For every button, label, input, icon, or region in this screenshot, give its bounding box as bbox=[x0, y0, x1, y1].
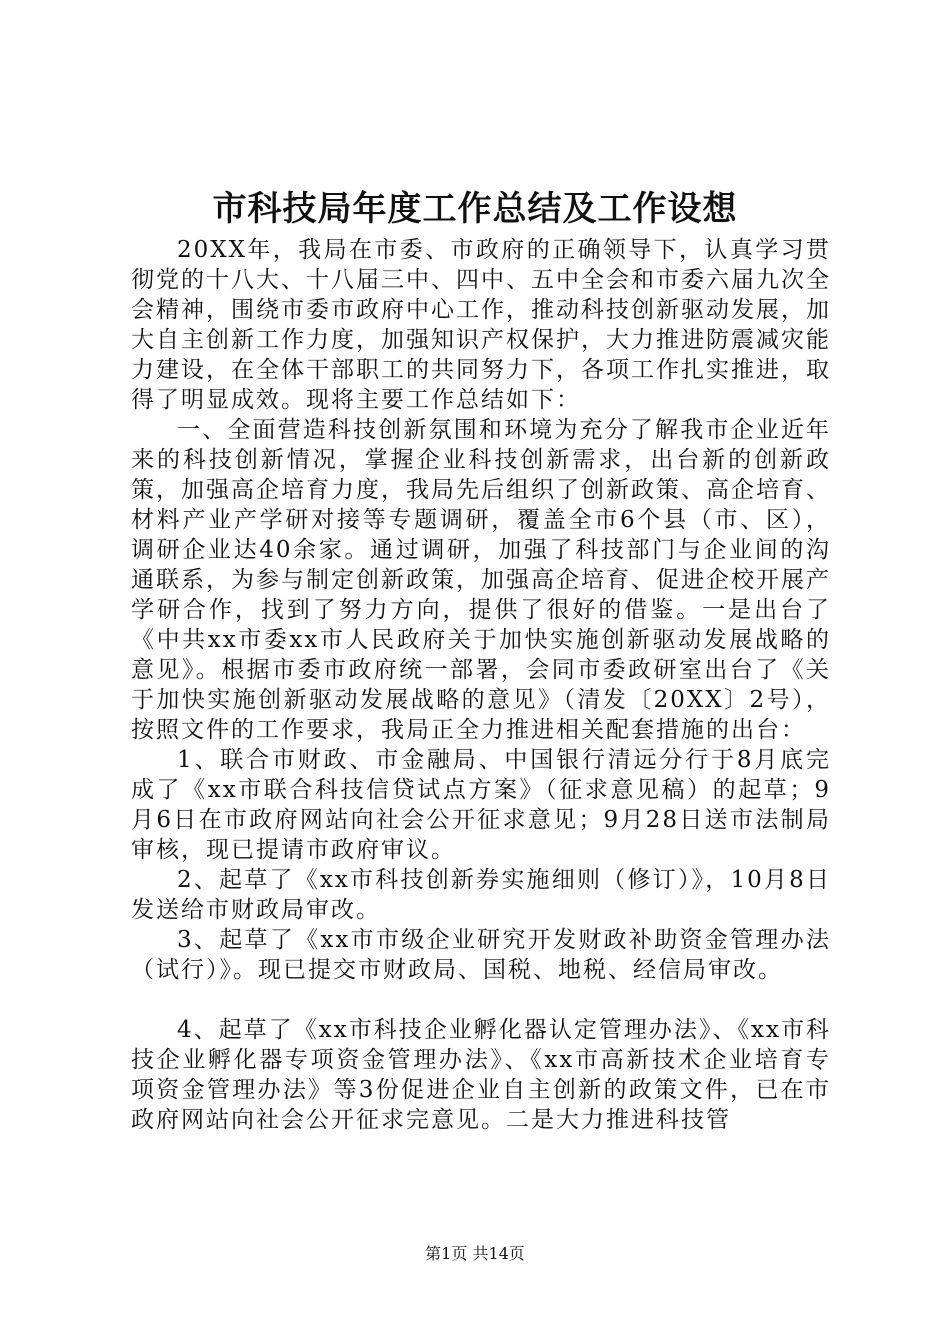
page-number-footer: 第1页 共14页 bbox=[425, 1244, 525, 1263]
paragraph-intro: 20XX年，我局在市委、市政府的正确领导下，认真学习贯彻党的十八大、十八届三中、四中、五中全会和市委六届九次全会精神，围绕市委市政府中心工作，推动科技创新驱动发展，加大自主创新工作力度，加强知识产权保护，大力推进防震减灾能力建设，在全体干部职工的共同努力下，各项工作扎实推进，取得了明显成效。现将主要工作总结如下： bbox=[131, 237, 831, 413]
document-title: 市科技局年度工作总结及工作设想 bbox=[212, 189, 738, 229]
paragraph-item-2: 2、起草了《xx市科技创新券实施细则（修订）》，10月8日发送给市财政局审改。 bbox=[131, 867, 831, 923]
document-body bbox=[131, 235, 831, 1135]
paragraph-item-4: 4、起草了《xx市科技企业孵化器认定管理办法》、《xx市科技企业孵化器专项资金管理办法》、《xx市高新技术企业培育专项资金管理办法》等3份促进企业自主创新的政策文件，已在市政府网站向社会公开征求完意见。二是大力推进科技管 bbox=[131, 1017, 831, 1133]
paragraph-section-one: 一、全面营造科技创新氛围和环境为充分了解我市企业近年来的科技创新情况，掌握企业科技创新需求，出台新的创新政策，加强高企培育力度，我局先后组织了创新政策、高企培育、材料产业产学研对接等专题调研，覆盖全市6个县（市、区），调研企业达40余家。通过调研，加强了科技部门与企业间的沟通联系，为参与制定创新政策，加强高企培育、促进企校开展产学研合作，找到了努力方向，提供了很好的借鉴。一是出台了《中共xx市委xx市人民政府关于加快实施创新驱动发展战略的意见》。根据市委市政府统一部署，会同市委政研室出台了《关于加快实施创新驱动发展战略的意见》（清发〔20XX〕2号），按照文件的工作要求，我局正全力推进相关配套措施的出台： bbox=[131, 417, 831, 743]
paragraph-item-3: 3、起草了《xx市市级企业研究开发财政补助资金管理办法（试行）》。现已提交市财政局、国税、地税、经信局审改。 bbox=[131, 927, 831, 983]
paragraph-item-1: 1、联合市财政、市金融局、中国银行清远分行于8月底完成了《xx市联合科技信贷试点方案》（征求意见稿）的起草；9月6日在市政府网站向社会公开征求意见；9月28日送市法制局审核，现已提请市政府审议。 bbox=[131, 747, 831, 863]
